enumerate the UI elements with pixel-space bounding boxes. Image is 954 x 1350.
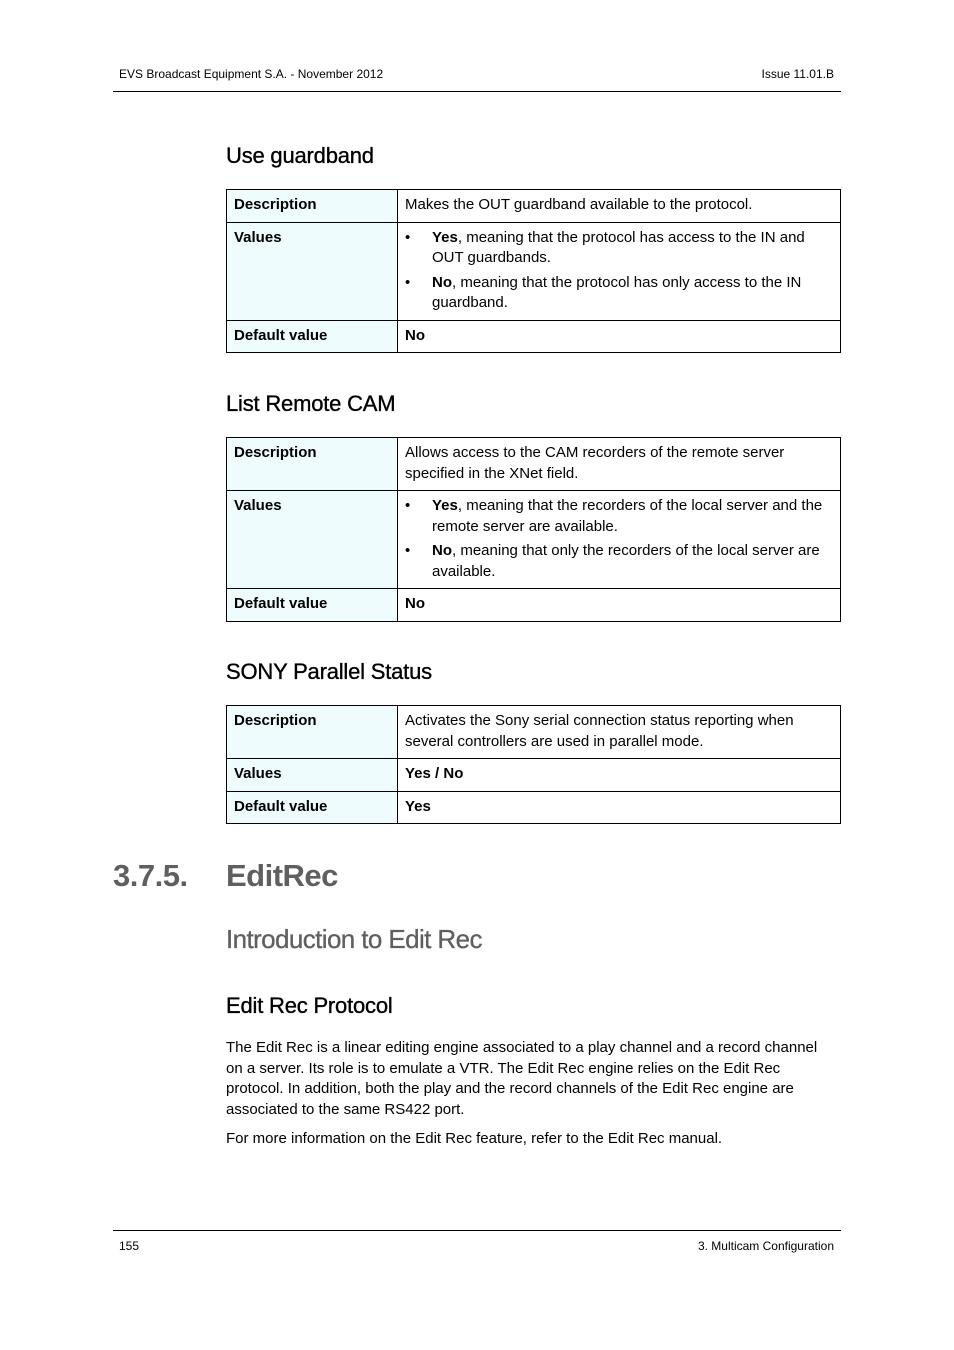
bullet-icon: • <box>405 228 411 246</box>
chapter-number: 3.7.5. <box>113 858 188 893</box>
default-value: No <box>405 326 425 344</box>
chapter-title: EditRec <box>226 858 338 893</box>
value-term: No <box>432 273 452 291</box>
list-item <box>405 541 834 582</box>
subheading: Introduction to Edit Rec <box>226 924 482 954</box>
table-row <box>227 438 841 491</box>
row-label: Values <box>227 222 398 320</box>
row-label: Default value <box>227 791 398 824</box>
row-value: Makes the OUT guardband available to the protocol. <box>398 190 841 223</box>
page-header <box>113 64 841 92</box>
table-row <box>227 759 841 792</box>
list-remote-cam-table <box>226 437 841 622</box>
bullet-icon: • <box>405 273 411 291</box>
list-item <box>405 273 834 314</box>
default-value: Yes <box>405 797 431 815</box>
row-value <box>398 791 841 824</box>
value-term: Yes <box>432 497 458 514</box>
header-company-date: EVS Broadcast Equipment S.A. - November 2012 <box>119 67 384 81</box>
table-row <box>227 320 841 353</box>
section-title-list-remote-cam: List Remote CAM <box>226 391 396 416</box>
value-text: , meaning that the recorders of the local server and the remote server are available. <box>432 497 823 535</box>
values-text: Yes / No <box>405 765 464 782</box>
row-label: Values <box>227 759 398 792</box>
list-item <box>405 496 834 537</box>
use-guardband-table <box>226 189 841 353</box>
value-text: , meaning that the protocol has access to the IN and OUT guardbands. <box>432 228 805 266</box>
table-row <box>227 791 841 824</box>
row-label: Default value <box>227 589 398 622</box>
footer-section: 3. Multicam Configuration <box>697 1239 834 1253</box>
table-row <box>227 222 841 320</box>
row-value <box>398 759 841 792</box>
body-paragraph: For more information on the Edit Rec feature, refer to the Edit Rec manual. <box>226 1130 723 1147</box>
chapter-heading <box>113 858 338 894</box>
bullet-icon: • <box>405 497 411 514</box>
section-title-use-guardband: Use guardband <box>226 143 374 168</box>
values-list <box>405 496 834 582</box>
page-footer <box>113 1230 841 1253</box>
row-label: Values <box>227 491 398 589</box>
table-row <box>227 491 841 589</box>
row-label: Description <box>227 706 398 759</box>
sony-parallel-status-table <box>226 705 841 824</box>
value-term: No <box>432 542 452 559</box>
row-value <box>398 491 841 589</box>
row-label: Description <box>227 190 398 223</box>
section-title-sony-parallel-status: SONY Parallel Status <box>226 659 432 684</box>
row-value <box>398 222 841 320</box>
values-list <box>405 228 834 314</box>
body-paragraph: The Edit Rec is a linear editing engine associated to a play channel and a record channel on a server. Its role is to emulate a VTR. The Edit Rec engine relies on the Edit Rec protocol. In addition, both the play and the record channels of the Edit Rec engine are associated to the same RS422 port. <box>226 1039 818 1118</box>
row-value: Activates the Sony serial connection status reporting when several controllers are used in parallel mode. <box>398 706 841 759</box>
subsubheading: Edit Rec Protocol <box>226 993 393 1018</box>
list-item <box>405 228 834 269</box>
header-issue: Issue 11.01.B <box>761 67 834 81</box>
row-value <box>398 589 841 622</box>
default-value: No <box>405 595 425 612</box>
table-row <box>227 706 841 759</box>
page-number: 155 <box>119 1239 140 1253</box>
row-label: Description <box>227 438 398 491</box>
row-value <box>398 320 841 353</box>
value-term: Yes <box>432 228 458 246</box>
value-text: , meaning that the protocol has only access to the IN guardband. <box>432 273 802 311</box>
row-value: Allows access to the CAM recorders of the remote server specified in the XNet field. <box>398 438 841 491</box>
value-text: , meaning that only the recorders of the local server are available. <box>432 542 820 580</box>
table-row <box>227 190 841 223</box>
row-label: Default value <box>227 320 398 353</box>
bullet-icon: • <box>405 542 411 559</box>
table-row <box>227 589 841 622</box>
